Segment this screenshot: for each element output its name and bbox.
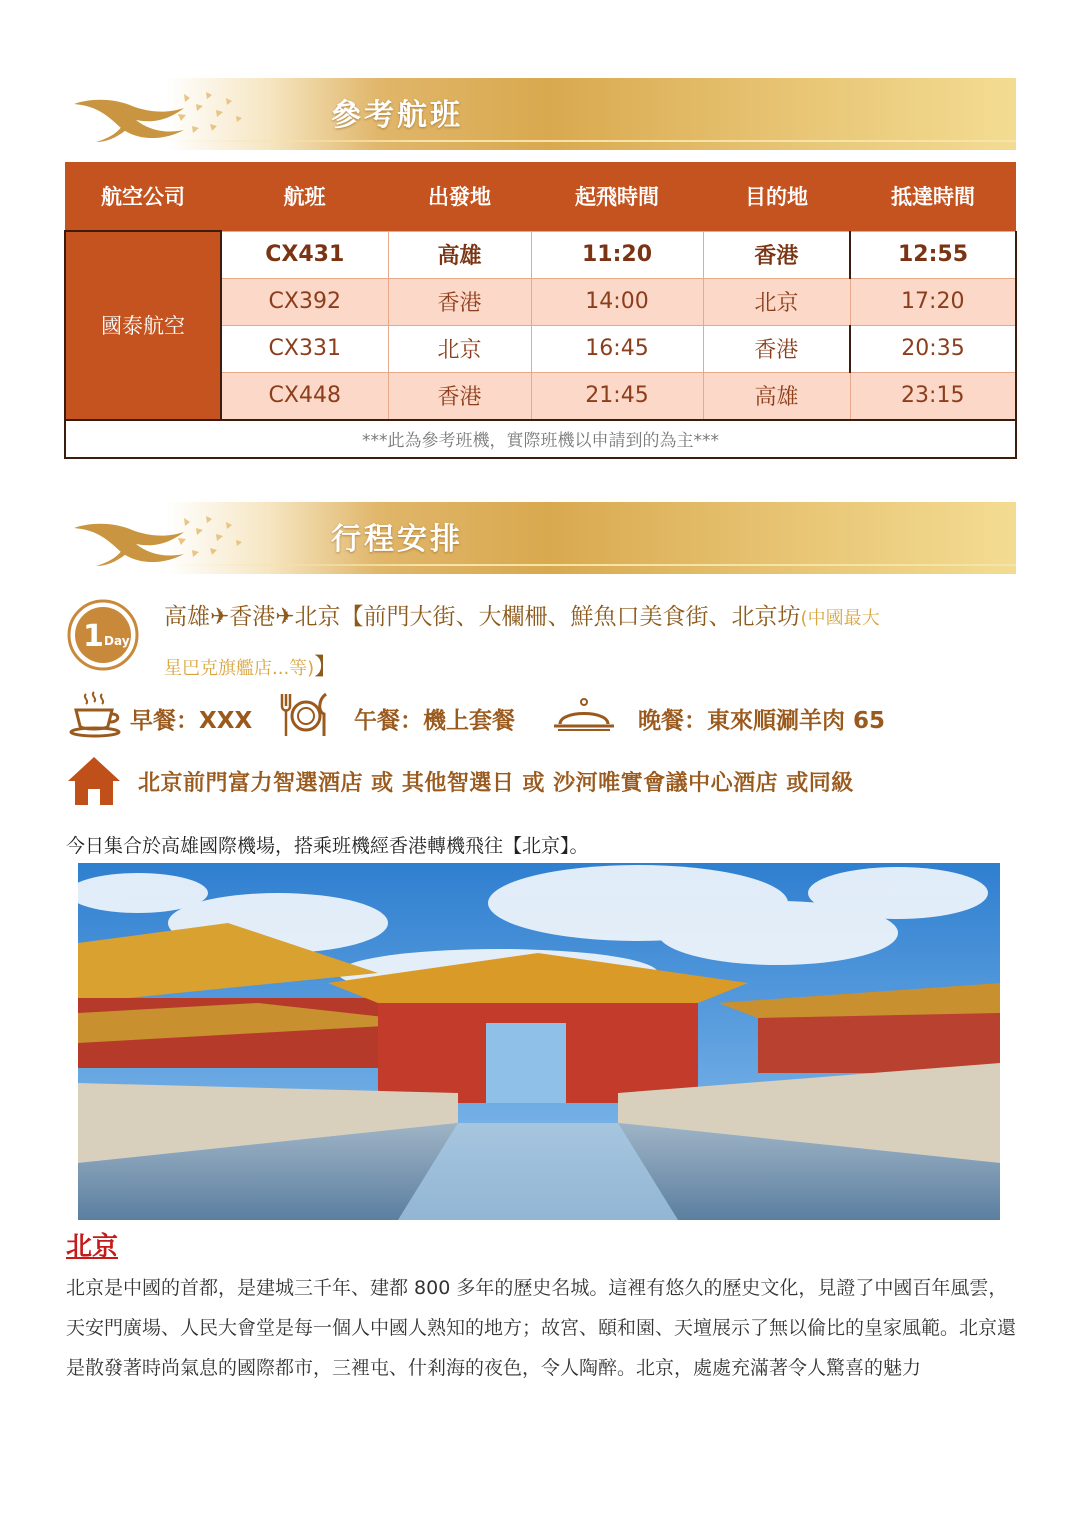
arrival-time: 23:15 (850, 372, 1016, 420)
breakfast-text: 早餐：XXX (130, 708, 253, 734)
day-route-line-1 (164, 598, 880, 631)
lunch-text: 午餐：機上套餐 (354, 708, 515, 734)
arrival-city: 香港 (703, 325, 850, 372)
itinerary-banner (66, 502, 1016, 574)
departure-city: 北京 (388, 325, 531, 372)
departure-time: 14:00 (531, 278, 703, 325)
day-route-note-2: 星巴克旗艦店...等) (164, 658, 315, 679)
arrival-time: 12:55 (850, 231, 1016, 278)
table-note-row (65, 420, 1016, 458)
flight-table (64, 162, 1017, 459)
bird-logo-icon (66, 508, 246, 570)
arrival-time: 20:35 (850, 325, 1016, 372)
departure-time: 11:20 (531, 231, 703, 278)
day-label: Day (104, 634, 130, 648)
day-intro: 今日集合於高雄國際機場，搭乘班機經香港轉機飛往【北京】。 (66, 835, 589, 857)
arrival-time: 17:20 (850, 278, 1016, 325)
table-row (65, 231, 1016, 278)
header-from: 出發地 (388, 162, 531, 231)
house-icon (66, 755, 122, 807)
city-description: 北京是中國的首都，是建城三千年、建都 800 多年的歷史名城。這裡有悠久的歷史文化，見證了中國百年風雲，天安門廣場、人民大會堂是每一個人中國人熟知的地方；故宮、頤和園、天壇展示了無以倫比的皇家風範。北京還是散發著時尚氣息的國際都市，三裡屯、什剎海的夜色，令人陶醉。北京，處處充滿著令人驚喜的魅力 (66, 1277, 1017, 1379)
arrival-city: 北京 (703, 278, 850, 325)
header-flight: 航班 (221, 162, 388, 231)
departure-city: 香港 (388, 372, 531, 420)
day-route: 高雄✈香港✈北京【前門大街、大欄柵、鮮魚口美食街、北京坊 (164, 604, 801, 630)
forbidden-city-photo (78, 863, 1000, 1220)
flight-number: CX331 (221, 325, 388, 372)
airline-cell: 國泰航空 (65, 231, 221, 420)
day-route-end: 】 (314, 654, 338, 680)
day-route-note-1: (中國最大 (800, 608, 880, 629)
banner-bar (166, 502, 1016, 574)
day-number: 1 (83, 619, 104, 654)
bird-logo-icon (66, 84, 246, 146)
header-depart: 起飛時間 (531, 162, 703, 231)
header-airline: 航空公司 (65, 162, 221, 231)
meals-row (66, 690, 1016, 740)
flights-banner (66, 78, 1016, 150)
header-to: 目的地 (703, 162, 850, 231)
dinner-text: 晚餐：東來順涮羊肉 65 (638, 708, 886, 734)
flight-table-header (65, 162, 1016, 231)
day-badge-icon (66, 598, 140, 672)
city-title: 北京 (66, 1232, 119, 1262)
departure-time: 21:45 (531, 372, 703, 420)
plate-cutlery-icon (278, 690, 330, 738)
flight-note: ***此為參考班機，實際班機以申請到的為主*** (65, 420, 1016, 458)
cloche-icon (550, 690, 618, 738)
itinerary-section-title: 行程安排 (331, 522, 463, 557)
departure-time: 16:45 (531, 325, 703, 372)
day-route-line-2 (164, 648, 337, 681)
banner-bar (166, 78, 1016, 150)
header-arrive: 抵達時間 (850, 162, 1016, 231)
flights-section-title: 參考航班 (331, 98, 463, 133)
flight-number: CX448 (221, 372, 388, 420)
flight-number: CX392 (221, 278, 388, 325)
flight-number: CX431 (221, 231, 388, 278)
departure-city: 高雄 (388, 231, 531, 278)
hotel-text: 北京前門富力智選酒店 或 其他智選日 或 沙河唯實會議中心酒店 或同級 (138, 771, 854, 796)
arrival-city: 香港 (703, 231, 850, 278)
arrival-city: 高雄 (703, 372, 850, 420)
departure-city: 香港 (388, 278, 531, 325)
teacup-icon (68, 690, 124, 738)
